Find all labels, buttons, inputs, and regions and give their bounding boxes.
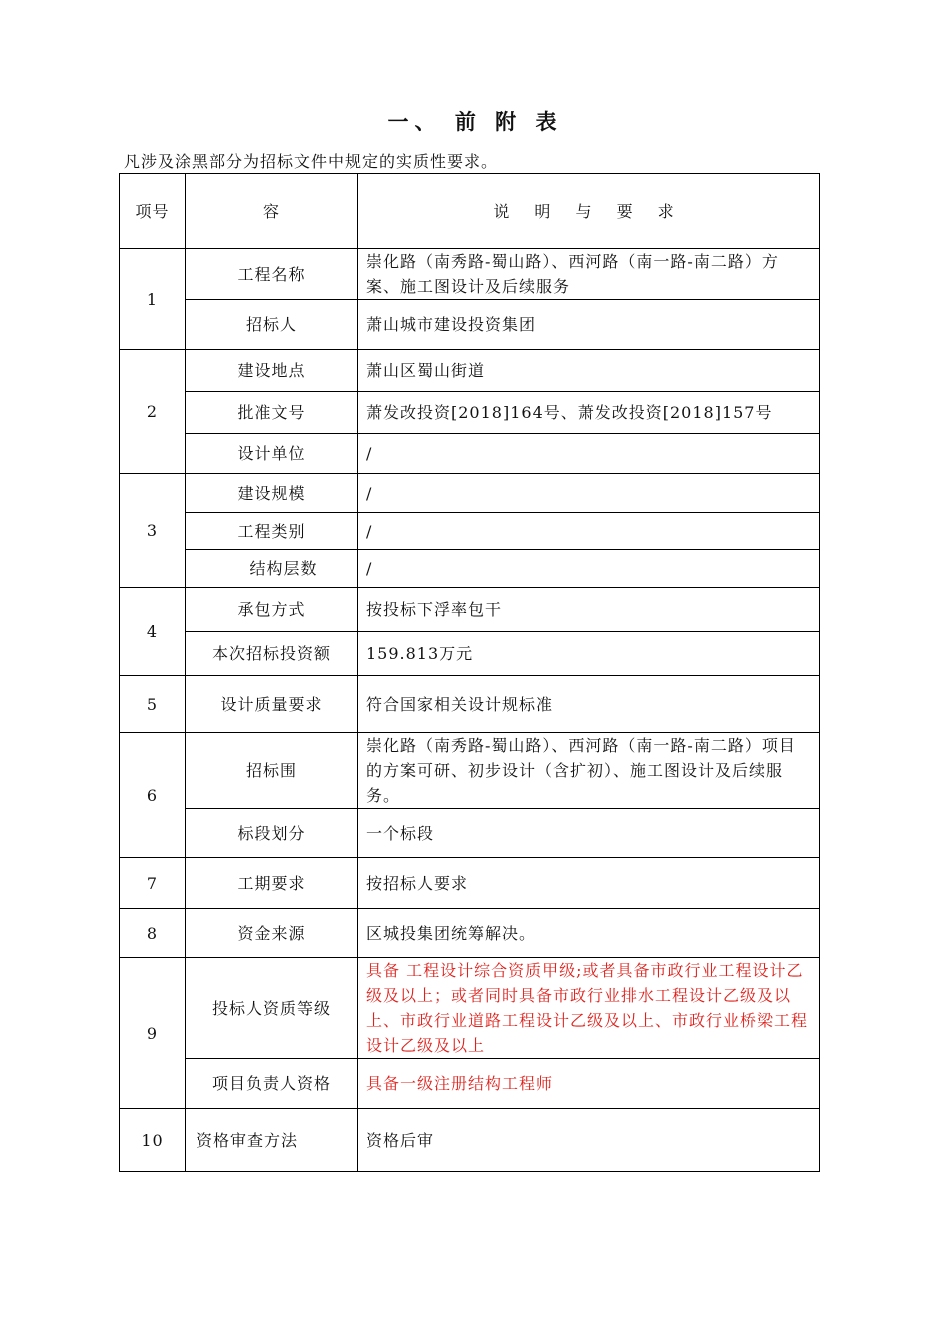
row-desc: 崇化路（南秀路-蜀山路）、西河路（南一路-南二路）方案、施工图设计及后续服务: [358, 249, 820, 300]
row-item: 工程名称: [186, 249, 358, 300]
row-number: 9: [120, 958, 186, 1109]
table-row: [120, 513, 820, 550]
row-desc: /: [358, 550, 820, 588]
table-row: [120, 958, 820, 1059]
row-number: 5: [120, 676, 186, 733]
row-item: 标段划分: [186, 809, 358, 858]
row-item: 建设地点: [186, 350, 358, 392]
page-title: 一、 前 附 表: [387, 109, 563, 134]
row-desc: /: [358, 434, 820, 474]
row-number: 7: [120, 858, 186, 909]
row-item: 工期要求: [186, 858, 358, 909]
row-item: 承包方式: [186, 588, 358, 632]
row-desc: 159.813万元: [358, 632, 820, 676]
note-text: 凡涉及涂黑部分为招标文件中规定的实质性要求。: [124, 152, 499, 171]
row-number: 4: [120, 588, 186, 676]
row-desc: 资格后审: [358, 1109, 820, 1172]
row-desc: 萧发改投资[2018]164号、萧发改投资[2018]157号: [358, 392, 820, 434]
row-number: 3: [120, 474, 186, 588]
row-desc-required: 具备 工程设计综合资质甲级;或者具备市政行业工程设计乙级及以上；或者同时具备市政行业排水工程设计乙级及以上、市政行业道路工程设计乙级及以上、市政行业桥梁工程设计乙级及以上: [358, 958, 820, 1059]
table-row: [120, 588, 820, 632]
row-item: 建设规模: [186, 474, 358, 513]
attachment-table: [119, 173, 820, 1172]
row-number: 10: [120, 1109, 186, 1172]
row-number: 8: [120, 909, 186, 958]
table-row: [120, 392, 820, 434]
table-row: [120, 350, 820, 392]
row-desc: /: [358, 513, 820, 550]
row-desc: 按投标下浮率包干: [358, 588, 820, 632]
row-desc: 按招标人要求: [358, 858, 820, 909]
row-item: 设计单位: [186, 434, 358, 474]
row-item: 批准文号: [186, 392, 358, 434]
row-desc: 萧山城市建设投资集团: [358, 300, 820, 350]
table-row: [120, 632, 820, 676]
table-header-row: [120, 174, 820, 249]
header-item: 容: [186, 174, 358, 249]
row-item: 本次招标投资额: [186, 632, 358, 676]
row-item: 招标围: [186, 733, 358, 809]
row-desc: /: [358, 474, 820, 513]
table-row: [120, 676, 820, 733]
table-row: [120, 909, 820, 958]
row-number: 6: [120, 733, 186, 858]
table-row: [120, 1109, 820, 1172]
table-row: [120, 1059, 820, 1109]
table-row: [120, 300, 820, 350]
table-row: [120, 733, 820, 809]
table-row: [120, 474, 820, 513]
row-number: 2: [120, 350, 186, 474]
row-item: 招标人: [186, 300, 358, 350]
header-desc: 说 明 与 要 求: [358, 174, 820, 249]
row-item: 工程类别: [186, 513, 358, 550]
table-row: [120, 809, 820, 858]
table-row: [120, 434, 820, 474]
row-desc-required: 具备一级注册结构工程师: [358, 1059, 820, 1109]
row-desc: 崇化路（南秀路-蜀山路）、西河路（南一路-南二路）项目的方案可研、初步设计（含扩初）、施工图设计及后续服务。: [358, 733, 820, 809]
row-item: 结构层数: [186, 550, 358, 588]
table-row: [120, 550, 820, 588]
row-desc: 符合国家相关设计规标准: [358, 676, 820, 733]
header-no: 项号: [120, 174, 186, 249]
table-row: [120, 858, 820, 909]
row-desc: 一个标段: [358, 809, 820, 858]
row-number: 1: [120, 249, 186, 350]
row-item: 投标人资质等级: [186, 958, 358, 1059]
row-item: 资格审查方法: [186, 1109, 358, 1172]
row-desc: 区城投集团统筹解决。: [358, 909, 820, 958]
row-item: 资金来源: [186, 909, 358, 958]
row-item: 项目负责人资格: [186, 1059, 358, 1109]
row-item: 设计质量要求: [186, 676, 358, 733]
table-row: [120, 249, 820, 300]
row-desc: 萧山区蜀山街道: [358, 350, 820, 392]
